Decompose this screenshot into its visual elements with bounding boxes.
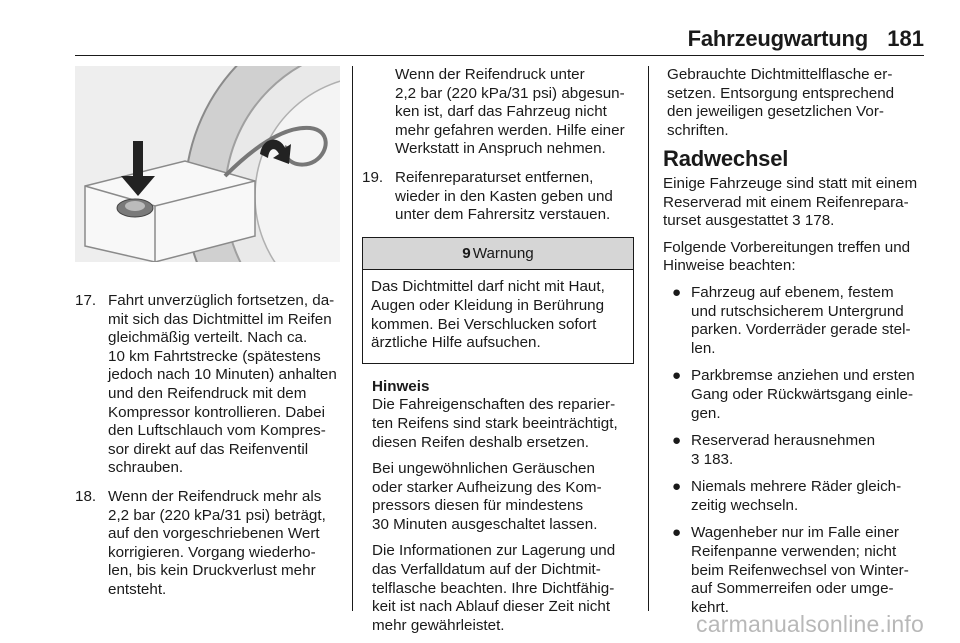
preparation-list	[663, 284, 928, 618]
paragraph-1: Einige Fahrzeuge sind statt mit einem Reserverad mit einem Reifenrepara- turset ausgestattet 3 178.	[663, 174, 918, 230]
note-paragraph-3: Die Informationen zur Lagerung und das Verfalldatum auf der Dichtmit- telflasche beachten. Ihre Dichtfähig- keit ist nach Ablauf dieser Zeit nicht mehr gewährleistet.	[372, 542, 616, 634]
step-number: 19.	[362, 168, 384, 186]
list-item: ● Reserverad herausnehmen 3 183.	[672, 432, 876, 468]
bullet-icon: ●	[672, 367, 682, 385]
step-number: 17.	[75, 292, 97, 309]
page-number: 181	[887, 26, 924, 51]
section-heading: Radwechsel	[663, 146, 789, 172]
note-paragraph-2: Bei ungewöhnlichen Geräuschen oder starker Aufheizung des Kom- pressors diesen für mindestens 30 Minuten ausgeschaltet lassen.	[372, 460, 602, 533]
step-18-continued: Wenn der Reifendruck unter 2,2 bar (220 kPa/31 psi) abgesun- ken ist, darf das Fahrzeug nicht mehr gefahren werden. Hilfe einer Werkstatt in Anspruch nehmen.	[395, 66, 625, 158]
list-item: ● Wagenheber nur im Falle einer Reifenpanne verwenden; nicht beim Reifenwechsel von Winter- auf Sommerreifen oder umge- kehrt.	[672, 524, 909, 616]
compressor-tire-image	[75, 66, 340, 262]
warning-title: Warnung	[472, 244, 534, 262]
step-19: 19. Reifenreparaturset entfernen, wieder in den Kasten geben und unter dem Fahrersitz verstauen.	[362, 168, 613, 224]
bullet-icon: ●	[672, 524, 682, 542]
warning-header	[363, 238, 633, 270]
warning-icon: 9	[462, 244, 471, 262]
note-paragraph-1: Die Fahreigenschaften des reparier- ten Reifens sind stark beeinträchtigt, diesen Reifen deshalb ersetzen.	[372, 396, 618, 451]
steps-list-1	[75, 292, 340, 600]
watermark: carmanualsonline.info	[696, 611, 924, 637]
step-17: 17. Fahrt unverzüglich fortsetzen, da- mit sich das Dichtmittel im Reifen gleichmäßig verteilt. Nach ca. 10 km Fahrtstrecke (spätestens jedoch nach 10 Minuten) anhalten und den Reifendruck mit dem Kompressor kontrollieren. Dabei den Luftschlauch vom Kompres- sor direkt auf das Reifenventil schrauben.	[75, 292, 337, 477]
steps-list-2	[362, 169, 634, 225]
note-section	[362, 378, 634, 636]
column-3	[663, 66, 928, 626]
warning-box	[362, 237, 634, 364]
column-1	[75, 66, 340, 610]
column-divider-2	[648, 66, 649, 611]
bullet-icon: ●	[672, 478, 682, 496]
list-item: ● Fahrzeug auf ebenem, festem und rutschsicherem Untergrund parken. Vorderräder gerade stel- len.	[672, 283, 911, 357]
compressor-illustration	[75, 66, 340, 262]
note-title: Hinweis	[372, 377, 430, 395]
warning-body: Das Dichtmittel darf nicht mit Haut, Augen oder Kleidung in Berührung kommen. Bei Verschlucken sofort ärztliche Hilfe aufsuchen.	[363, 269, 633, 362]
page-header	[0, 0, 960, 56]
step-18: 18. Wenn der Reifendruck mehr als 2,2 bar (220 kPa/31 psi) beträgt, auf den vorgeschriebenen Wert korrigieren. Vorgang wiederho- len, bis kein Druckverlust mehr entsteht.	[75, 487, 326, 598]
page-title: Fahrzeugwartung	[687, 26, 868, 51]
list-item: ● Parkbremse anziehen und ersten Gang oder Rückwärtsgang einle- gen.	[672, 367, 915, 422]
bullet-icon: ●	[672, 283, 682, 301]
intro-paragraph: Gebrauchte Dichtmittelflasche er- setzen. Entsorgung entsprechend den jeweiligen gesetzlichen Vor- schriften.	[667, 66, 895, 139]
list-item: ● Niemals mehrere Räder gleich- zeitig wechseln.	[672, 478, 902, 514]
header-rule	[75, 55, 924, 56]
column-2	[362, 66, 634, 643]
paragraph-2: Folgende Vorbereitungen treffen und Hinweise beachten:	[663, 238, 911, 275]
column-divider-1	[352, 66, 353, 611]
bullet-icon: ●	[672, 432, 682, 450]
step-number: 18.	[75, 487, 97, 505]
